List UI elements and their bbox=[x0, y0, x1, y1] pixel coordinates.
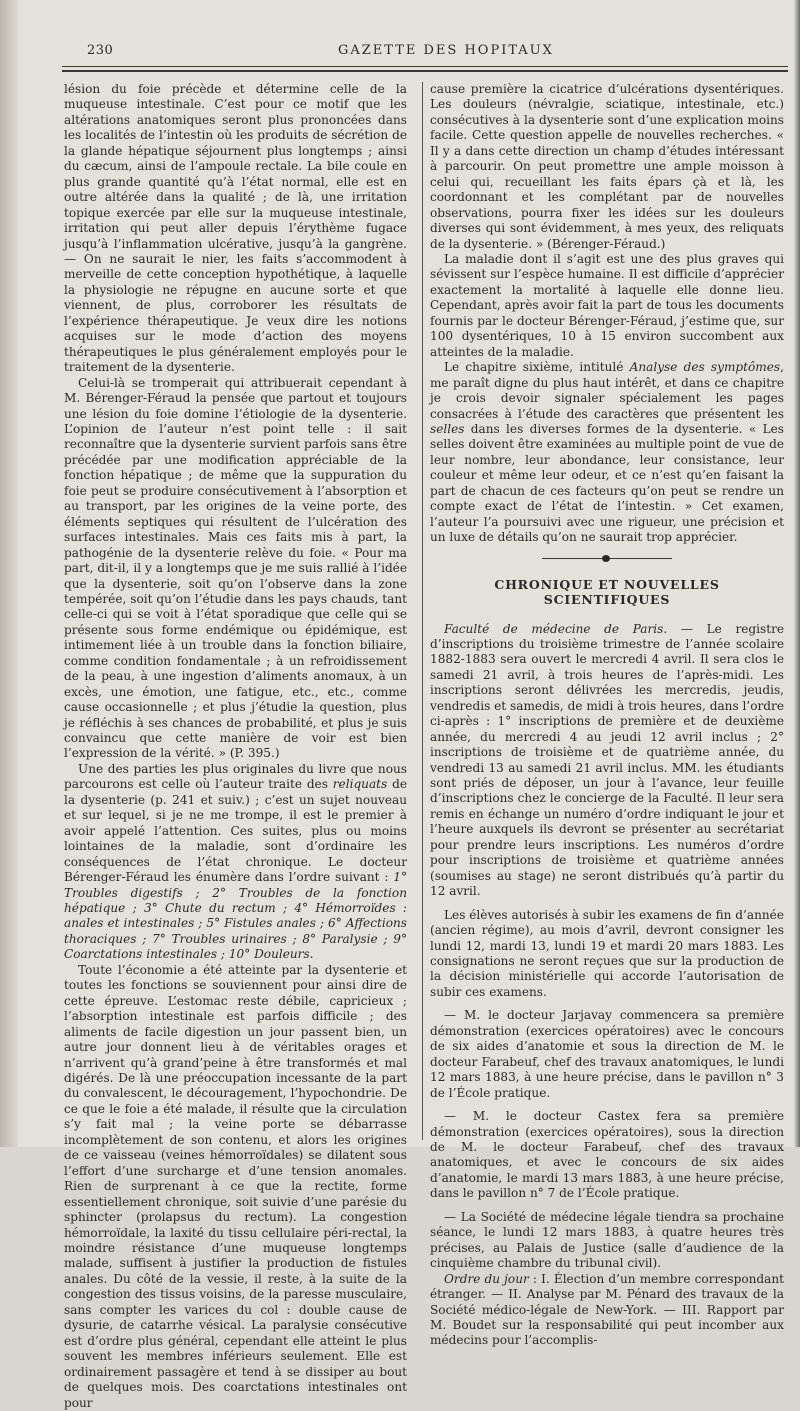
news-item-title: Faculté de médecine de Paris. bbox=[444, 621, 668, 636]
paragraph: Celui-là se tromperait qui attribuerait cependant à M. Bérenger-Féraud la pensée que partout et toujours une lésion du foie domine l’étiologie de la dysenterie. L’opinion de l’auteur n’est point telle : il sait reconnaître que la dysenterie survient parfois sans être précédée par une modification appréciable de la fonction hépatique ; de même que la suppuration du foie peut se produire consécutivement à l’absorption et au transport, par les origines de la veine porte, des éléments septiques qui résultent de l’ulcération des surfaces intestinales. Mais ces faits mis à part, la pathogénie de la dysenterie relève du foie. « Pour ma part, dit-il, il y a longtemps que je me suis rallié à l’idée que la dysenterie, soit qu’on l’observe dans la zone tempérée, soit qu’on l’étudie dans les pays chauds, tant celle-ci qui se voit à l’état sporadique que celle qui se présente sous forme endémique ou épidémique, est intimement liée à un trouble dans la fonction biliaire, comme condition fondamentale ; à un refroidissement de la peau, à une ingestion d’aliments anomaux, à un excès, une émotion, une fatigue, etc., etc., comme cause occasionnelle ; et plus j’étudie la question, plus je réfléchis à ses chances de probabilité, et plus je suis convaincu que cette manière de voir est bien l’expression de la vérité. » (P. 395.) bbox=[64, 375, 407, 761]
emphasis: reliquats bbox=[332, 777, 388, 792]
paragraph: lésion du foie précède et détermine celle de la muqueuse intestinale. C’est pour ce motif que les altérations anatomiques seront plus prononcées dans les localités de l’intestin où les produits de sécrétion de la glande hépatique séjournent plus longtemps ; ainsi du cæcum, ainsi de l’ampoule rectale. La bile coule en plus grande quantité qu’à l’état normal, elle est en outre altérée dans la qualité ; de là, une irritation topique exercée par elle sur la muqueuse intestinale, irritation qui peut aller depuis l’érythème fugace jusqu’à l’inflammation ulcérative, jusqu’à la gangrène. — On ne saurait le nier, les faits s’accommodent à merveille de cette conception hypothétique, à laquelle la physiologie ne répugne en aucune sorte et que viennent, de plus, corroborer les résultats de l’expérience thérapeutique. Je veux dire les notions acquises sur le mode d’action des moyens thérapeutiques le plus généralement employés pour le traitement de la dysenterie. bbox=[64, 82, 407, 375]
column-divider bbox=[422, 82, 423, 1140]
news-item: — La Société de médecine légale tiendra sa prochaine séance, le lundi 12 mars 1883, à quatre heures très précises, au Palais de Justice (salle d’audience de la cinquième chambre du tribunal civil). bbox=[430, 1209, 784, 1271]
news-item: Ordre du jour : I. Élection d’un membre correspondant étranger. — II. Analyse par M. Pénard des travaux de la Société médico-légale de New-York. — III. Rapport par M. Boudet sur la responsabilité qui peut incomber aux médecins pour l’accomplis- bbox=[430, 1271, 785, 1348]
section-heading: CHRONIQUE ET NOUVELLES SCIENTIFIQUES bbox=[494, 576, 720, 608]
paragraph: Le chapitre sixième, intitulé Analyse des symptômes, me paraît digne du plus haut intérêt, et dans ce chapitre je crois devoir signaler spécialement les pages consacrées à l’étude des caractères que présentent les selles dans les diverses formes de la dysenterie. « Les selles doivent être examinées au multiple point de vue de leur nombre, leur abondance, leur consistance, leur couleur et même leur odeur, et ce n’est qu’en faisant la part de chacun de ces facteurs qu’on peut se rendre un compte exact de l’état de l’intestin. » Cet examen, l’auteur l’a poursuivi avec une rigueur, une précision et un luxe de détails qu’on ne saurait trop apprécier. bbox=[430, 360, 784, 545]
page-number: 230 bbox=[87, 43, 114, 58]
news-item: Faculté de médecine de Paris. — Le registre d’inscriptions du troisième trimestre de l’année scolaire 1882-1883 sera ouvert le mercredi 4 avril. Il sera clos le samedi 21 avril, à trois heures de l’après-midi. Les inscriptions seront délivrées les mercredis, jeudis, vendredis et samedis, de midi à trois heures, dans l’ordre ci-après : 1° inscriptions de première et de deuxième année, du mercredi 4 au jeudi 12 avril inclus ; 2° inscriptions de troisième et de quatrième année, du vendredi 13 au samedi 21 avril inclus. MM. les étudiants sont priés de déposer, un jour à l’avance, leur feuille d’inscriptions chez le concierge de la Faculté. Il leur sera remis en échange un numéro d’ordre indiquant le jour et l’heure auxquels ils devront se présenter au secrétariat pour prendre leurs inscriptions. Les numéros d’ordre pour inscriptions de troisième et quatrième années (soumises au stage) ne seront distribués qu’à partir du 12 avril. bbox=[430, 621, 785, 899]
paragraph: La maladie dont il s’agit est une des plus graves qui sévissent sur l’espèce humaine. Il est difficile d’apprécier exactement la mortalité à laquelle elle donne lieu. Cependant, après avoir fait la part de tous les documents fournis par le docteur Bérenger-Féraud, j’estime que, sur 100 dysentériques, 10 à 15 environ succombent aux atteintes de la maladie. bbox=[430, 251, 784, 359]
header-rule-double bbox=[62, 70, 788, 72]
section-separator bbox=[542, 554, 672, 563]
news-item: — M. le docteur Jarjavay commencera sa première démonstration (exercices opératoires) avec le concours de six aides d’anatomie et sous la direction de M. le docteur Farabeuf, chef des travaux anatomiques, le lundi 12 mars 1883, à une heure précise, dans le pavillon n° 3 de l’École pratique. bbox=[430, 1008, 784, 1100]
page-edge-shadow bbox=[794, 0, 800, 1147]
right-column bbox=[430, 82, 785, 1348]
running-head: GAZETTE DES HOPITAUX bbox=[338, 43, 554, 58]
page-spine-shadow bbox=[0, 0, 18, 1147]
left-column bbox=[64, 82, 407, 1410]
header-rule-thick bbox=[62, 66, 788, 67]
paragraph: Toute l’économie a été atteinte par la dysenterie et toutes les fonctions se souviennent pour ainsi dire de cette épreuve. L’estomac reste débile, capricieux ; l’absorption intestinale est parfois difficile ; des aliments de facile digestion un jour passent bien, un autre jour donnent lieu à de véritables orages et n’arrivent qu’à grand’peine à être transformés et mal digérés. De là une préoccupation incessante de la part du convalescent, le découragement, l’hypochondrie. De ce que le foie a été malade, il résulte que la circulation s’y fait mal ; la veine porte se débarrasse incomplètement de son contenu, et alors les origines de ce vaisseau (veines hémorroïdales) se dilatent sous l’effort d’une surcharge et d’une tension anomales. Rien de surprenant à ce que la rectite, forme essentiellement chronique, soit suivie d’une parésie du sphincter (prolapsus du rectum). La congestion hémorroïdale, la laxité du tissu cellulaire péri-rectal, la moindre résistance d’une muqueuse longtemps malade, suffisent à justifier la production de fistules anales. Du côté de la vessie, il reste, à la suite de la congestion des tissus voisins, de la paresse musculaire, sans compter les varices du col : double cause de dysurie, de catarrhe vésical. La paralysie consécutive est d’ordre plus général, cependant elle atteint le plus souvent les membres inférieurs seulement. Elle est ordinairement passagère et tend à se dissiper au bout de quelques mois. Des coarctations intestinales ont pour bbox=[64, 962, 407, 1410]
news-item: Les élèves autorisés à subir les examens de fin d’année (ancien régime), au mois d’avril, devront consigner les lundi 12, mardi 13, lundi 19 et mardi 20 mars 1883. Les consignations ne seront reçues que sur la production de la décision ministérielle qui accorde l’autorisation de subir ces examens. bbox=[430, 907, 784, 999]
paragraph: Une des parties les plus originales du livre que nous parcourons est celle où l’auteur traite des reliquats de la dysenterie (p. 241 et suiv.) ; c’est un sujet nouveau et sur lequel, si je ne me trompe, il est le premier à avoir appelé l’attention. Ces suites, plus ou moins lointaines de la maladie, sont d’ordinaire les conséquences de l’état chronique. Le docteur Bérenger-Féraud les énumère dans l’ordre suivant : 1° Troubles digestifs ; 2° Troubles de la fonction hépatique ; 3° Chute du rectum ; 4° Hémorroïdes : anales et intestinales ; 5° Fistules anales ; 6° Affections thoraciques ; 7° Troubles urinaires ; 8° Paralysie ; 9° Coarctations intestinales ; 10° Douleurs. bbox=[64, 761, 407, 962]
sequelae-list: 1° Troubles digestifs ; 2° Troubles de la fonction hépatique ; 3° Chute du rectum ; 4° Hémorroïdes : anales et intestinales ; 5° Fistules anales ; 6° Affections thoraciques ; 7° Troubles urinaires ; 8° Paralysie ; 9° Coarctations intestinales ; 10° Douleurs. bbox=[64, 870, 407, 962]
paragraph: cause première la cicatrice d’ulcérations dysentériques. Les douleurs (névralgie, sciatique, intestinale, etc.) consécutives à la dysenterie sont d’une explication moins facile. Cette question appelle de nouvelles recherches. « Il y a dans cette direction un champ d’études intéressant à parcourir. On peut promettre une ample moisson à celui qui, recueillant les faits épars çà et là, les coordonnant et les complétant par de nouvelles observations, pourra fixer les idées sur les douleurs diverses qui sont évidemment, à mes yeux, des reliquats de la dysenterie. » (Bérenger-Féraud.) bbox=[430, 82, 784, 251]
news-item: — M. le docteur Castex fera sa première démonstration (exercices opératoires), sous la direction de M. le docteur Farabeuf, chef des travaux anatomiques, et avec le concours de six aides d’anatomie, le mardi 13 mars 1883, à une heure précise, dans le pavillon n° 7 de l’École pratique. bbox=[430, 1109, 784, 1201]
